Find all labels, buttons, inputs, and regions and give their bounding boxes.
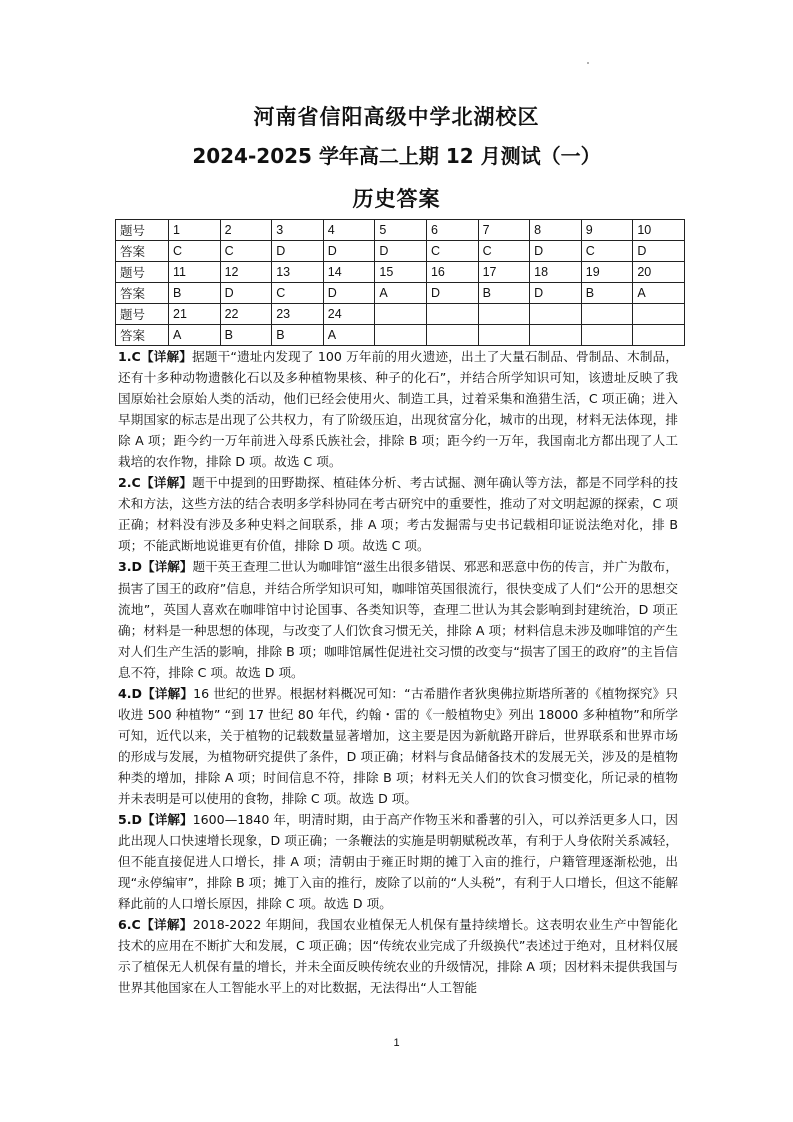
table-cell: 2 <box>220 220 272 241</box>
table-cell: B <box>220 325 272 346</box>
table-cell: D <box>530 241 582 262</box>
explanation-item <box>118 809 678 914</box>
table-cell <box>530 325 582 346</box>
explanation-text: 题干英王查理二世认为咖啡馆“滋生出很多错误、邪恶和恶意中伤的传言，并广为散布，损害了国王的政府”信息，并结合所学知识可知，咖啡馆英国很流行，很快变成了人们“公开的思想交流地”，英国人喜欢在咖啡馆中讨论国事、各类知识等，查理二世认为其会影响到封建统治，D 项正确；材料是一种思想的体现，与改变了人们饮食习惯无关，排除 A 项；材料信息未涉及咖啡馆的产生对人们生产生活的影响，排除 B 项；咖啡馆属性促进社交习惯的改变与“损害了国王的政府”的主旨信息不符，排除 C 项。故选 D 项。 <box>118 559 678 680</box>
table-cell: 6 <box>426 220 478 241</box>
row-label: 答案 <box>116 241 169 262</box>
table-cell: 7 <box>478 220 530 241</box>
question-answer-tag: 3.D【详解】 <box>118 559 193 575</box>
table-cell: 10 <box>633 220 685 241</box>
table-cell: B <box>581 283 633 304</box>
table-cell: A <box>169 325 221 346</box>
question-answer-tag: 1.C【详解】 <box>118 349 193 364</box>
question-answer-tag: 4.D【详解】 <box>118 685 194 701</box>
explanations <box>118 346 678 998</box>
table-cell <box>530 304 582 325</box>
table-cell <box>375 304 427 325</box>
table-cell: 23 <box>272 304 324 325</box>
table-cell: 18 <box>530 262 582 283</box>
table-row <box>116 304 685 325</box>
table-cell: D <box>426 283 478 304</box>
table-cell: 19 <box>581 262 633 283</box>
table-cell: C <box>272 283 324 304</box>
table-cell: 11 <box>169 262 221 283</box>
table-cell <box>375 325 427 346</box>
table-cell: 12 <box>220 262 272 283</box>
table-cell: 24 <box>323 304 375 325</box>
table-cell: C <box>169 241 221 262</box>
table-cell: A <box>633 283 685 304</box>
table-cell: B <box>169 283 221 304</box>
table-row <box>116 325 685 346</box>
table-cell <box>633 304 685 325</box>
table-cell: D <box>375 241 427 262</box>
table-cell: C <box>478 241 530 262</box>
explanation-item <box>118 556 678 682</box>
explanation-text: 1600—1840 年，明清时期，由于高产作物玉米和番薯的引入，可以养活更多人口，因此出现人口快速增长现象，D 项正确；一条鞭法的实施是明朝赋税改革，有利于人身依附关系减轻，但不能直接促进人口增长，排 A 项；清朝由于雍正时期的摊丁入亩的推行，户籍管理逐渐松弛，出现“永停编审”，排除 B 项；摊丁入亩的推行，废除了以前的“人头税”，有利于人口增长，但这不能解释此前的人口增长原因，排除 C 项。故选 D 项。 <box>118 812 678 912</box>
question-answer-tag: 5.D【详解】 <box>118 812 193 828</box>
table-cell: C <box>581 241 633 262</box>
row-label: 题号 <box>116 220 169 241</box>
table-cell: B <box>478 283 530 304</box>
table-cell <box>633 325 685 346</box>
explanation-item <box>118 346 678 472</box>
explanation-text: 2018-2022 年期间，我国农业植保无人机保有量持续增长。这表明农业生产中智能化技术的应用在不断扩大和发展，C 项正确；因“传统农业完成了升级换代”表述过于绝对，且材料仅展示了植保无人机保有量的增长，并未全面反映传统农业的升级情况，排除 A 项；因材料未提供我国与世界其他国家在人工智能水平上的对比数据，无法得出“人工智能 <box>118 917 678 996</box>
table-cell: 4 <box>323 220 375 241</box>
question-answer-tag: 6.C【详解】 <box>118 917 193 933</box>
table-cell: 20 <box>633 262 685 283</box>
table-cell: 14 <box>323 262 375 283</box>
table-cell: 16 <box>426 262 478 283</box>
table-cell: 8 <box>530 220 582 241</box>
table-cell <box>581 304 633 325</box>
table-cell: 9 <box>581 220 633 241</box>
row-label: 题号 <box>116 262 169 283</box>
table-row <box>116 262 685 283</box>
table-cell: 13 <box>272 262 324 283</box>
explanation-item <box>118 683 678 809</box>
table-cell: 21 <box>169 304 221 325</box>
explanation-text: 16 世纪的世界。根据材料概况可知：“古希腊作者狄奥佛拉斯塔所著的《植物探究》只收进 500 种植物” “到 17 世纪 80 年代，约翰・雷的《一般植物史》列出 18000 多种植物”和所学可知，近代以来，关于植物的记载数量显著增加，这主要是因为新航路开辟后，世界联系和世界市场的形成与发展，为植物研究提供了条件，D 项正确；材料与食品储备技术的发展无关，涉及的是植物种类的增加，排除 A 项；时间信息不符，排除 B 项；材料无关人们的饮食习惯变化，所记录的植物并未表明是可以使用的食物，排除 C 项。故选 D 项。 <box>118 685 678 806</box>
answer-table <box>115 219 685 346</box>
question-answer-tag: 2.C【详解】 <box>118 475 193 491</box>
explanation-text: 据题干“遗址内发现了 100 万年前的用火遗迹，出土了大量石制品、骨制品、木制品，还有十多种动物遗骸化石以及多种植物果核、种子的化石”，并结合所学知识可知，该遗址反映了我国原始社会原始人类的活动，他们已经会使用火、制造工具，过着采集和渔猎生活，C 项正确；进入早期国家的标志是出现了公共权力，有了阶级压迫，出现贫富分化，城市的出现，材料无法体现，排除 A 项；距今约一万年前进入母系氏族社会，排除 B 项；距今约一万年，我国南北方都出现了人工栽培的农作物，排除 D 项。故选 C 项。 <box>118 349 678 470</box>
exam-title: 2024-2025 学年高二上期 12 月测试（一） <box>192 144 601 168</box>
table-cell: D <box>323 283 375 304</box>
table-cell: C <box>220 241 272 262</box>
scan-speck <box>587 62 589 64</box>
row-label: 答案 <box>116 325 169 346</box>
table-cell: 15 <box>375 262 427 283</box>
table-cell: C <box>426 241 478 262</box>
table-cell <box>581 325 633 346</box>
table-cell: D <box>220 283 272 304</box>
table-cell <box>478 325 530 346</box>
table-row <box>116 220 685 241</box>
table-cell: D <box>633 241 685 262</box>
explanation-text: 题干中提到的田野勘探、植硅体分析、考古试掘、测年确认等方法，都是不同学科的技术和方法，这些方法的结合表明多学科协同在考古研究中的重要性，推动了对文明起源的探索，C 项正确；材料没有涉及多种史料之间联系，排 A 项；考古发掘需与史书记载相印证说法绝对化，排 B 项；不能武断地说谁更有价值，排除 D 项。故选 C 项。 <box>118 475 679 554</box>
table-row <box>116 283 685 304</box>
table-cell: 3 <box>272 220 324 241</box>
table-cell: D <box>323 241 375 262</box>
table-cell: 17 <box>478 262 530 283</box>
table-cell: D <box>272 241 324 262</box>
table-cell: D <box>530 283 582 304</box>
explanation-item <box>118 914 678 998</box>
table-cell: B <box>272 325 324 346</box>
table-cell <box>426 304 478 325</box>
row-label: 答案 <box>116 283 169 304</box>
page-number: 1 <box>393 1037 400 1049</box>
table-cell: 1 <box>169 220 221 241</box>
subject-title: 历史答案 <box>352 187 441 211</box>
table-cell: 5 <box>375 220 427 241</box>
table-cell: A <box>323 325 375 346</box>
table-cell <box>426 325 478 346</box>
school-title: 河南省信阳高级中学北湖校区 <box>253 105 540 129</box>
explanation-item <box>118 472 678 556</box>
row-label: 题号 <box>116 304 169 325</box>
table-row <box>116 241 685 262</box>
table-cell: 22 <box>220 304 272 325</box>
table-cell <box>478 304 530 325</box>
table-cell: A <box>375 283 427 304</box>
